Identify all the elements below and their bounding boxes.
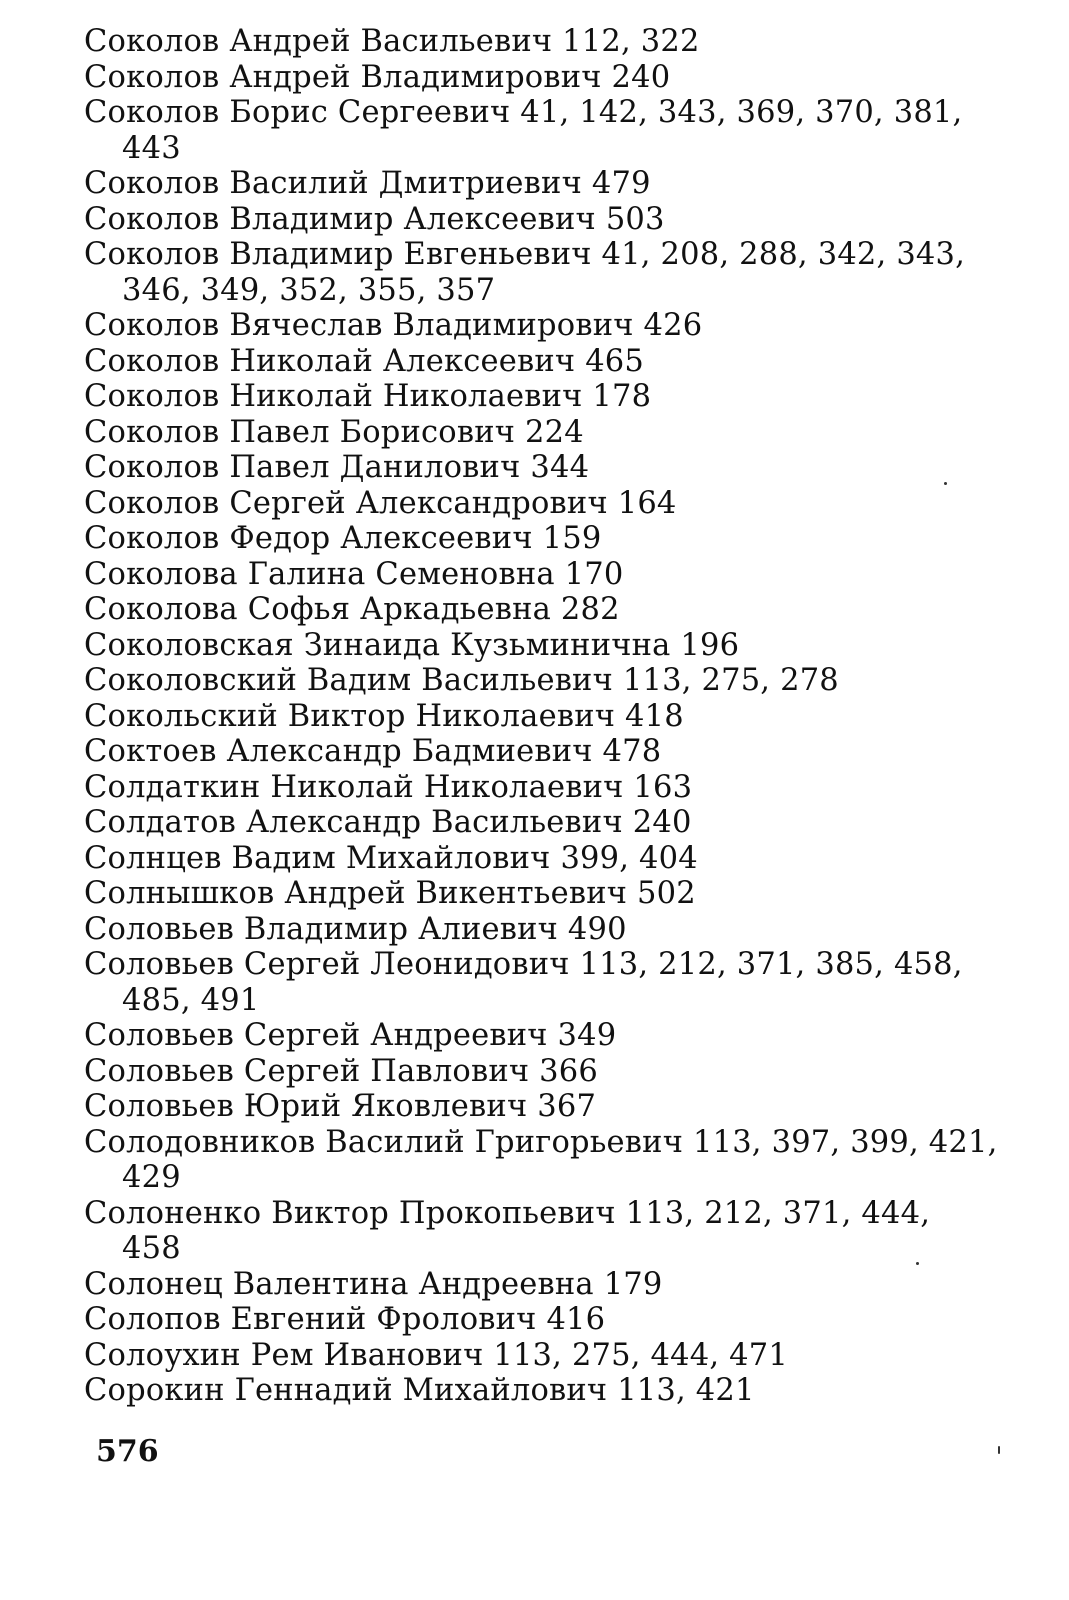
index-entry [84,60,1046,96]
entry-name: Солнцев Вадим Михайлович [84,840,551,876]
entry-name: Соколов Николай Алексеевич [84,343,576,379]
entry-name: Солнышков Андрей Викентьевич [84,876,628,911]
index-entry [84,24,1046,60]
index-entry [84,841,1046,877]
entry-pages: 465 [585,343,645,379]
scan-speck [944,482,947,485]
index-entry [84,344,1046,380]
entry-pages: 112, 322 [562,24,700,59]
entry-pages: 344 [530,450,590,485]
entry-pages: 366 [539,1053,598,1089]
entry-name: Соловьев Сергей Леонидович [84,947,570,982]
entry-name: Соколов Владимир Евгеньевич [84,237,592,272]
entry-pages: 282 [560,592,620,627]
entry-name: Соколов Андрей Владимирович [84,59,602,95]
entry-pages: 113, 212, 371, 385, 458, [579,947,963,982]
index-entry [84,308,1046,344]
scan-speck [916,1262,919,1265]
entry-name: Соловьев Сергей Павлович [84,1053,530,1089]
index-entry [84,415,1046,451]
entry-name: Соколов Павел Данилович [84,450,521,485]
entry-pages: 113, 275, 444, 471 [493,1337,788,1373]
index-entry [84,521,1046,557]
index-entry [84,486,1046,522]
entry-pages: 113, 421 [617,1373,755,1408]
index-entry [84,947,1046,1018]
entry-name: Солоухин Рем Иванович [84,1337,484,1373]
entry-pages: 399, 404 [560,840,698,876]
index-entry [84,557,1046,593]
index-entry [84,592,1046,628]
entry-name: Соколовский Вадим Васильевич [84,663,613,698]
index-entry [84,1267,1046,1303]
entry-name: Соколов Василий Дмитриевич [84,166,582,201]
index-entry [84,628,1046,664]
entry-pages: 490 [567,911,627,947]
entry-pages: 159 [542,521,602,556]
entry-name: Сорокин Геннадий Михайлович [84,1373,608,1408]
entry-pages: 367 [537,1089,597,1124]
entry-name: Соколов Федор Алексеевич [84,521,533,556]
index-entry [84,450,1046,486]
entry-name: Солопов Евгений Фролович [84,1302,537,1337]
index-entry [84,1054,1046,1090]
entry-pages-continued: 443 [122,130,181,166]
entry-pages: 224 [525,414,584,450]
entry-name: Солдаткин Николай Николаевич [84,769,624,805]
entry-name: Солонец Валентина Андреевна [84,1266,594,1302]
index-entry [84,734,1046,770]
index-entry [84,1125,1046,1196]
entry-pages: 196 [680,627,740,663]
entry-name: Соколов Борис Сергеевич [84,95,511,130]
index-entry [84,1089,1046,1125]
index-entry [84,379,1046,415]
entry-pages: 478 [602,734,662,769]
index-entry [84,1373,1046,1409]
index-entry [84,1018,1046,1054]
index-entry [84,166,1046,202]
entry-pages: 240 [611,59,671,95]
entry-pages-continued: 346, 349, 352, 355, 357 [122,272,496,308]
entry-name: Соловьев Владимир Алиевич [84,911,558,947]
entry-name: Солодовников Василий Григорьевич [84,1124,684,1160]
index-page [84,24,1046,1409]
scan-speck [998,1446,1000,1454]
entry-name: Соколов Владимир Алексеевич [84,201,596,237]
index-entry [84,876,1046,912]
entry-pages: 113, 275, 278 [622,663,839,698]
entry-pages: 113, 212, 371, 444, [625,1195,931,1231]
entry-pages: 502 [637,876,696,911]
index-entry [84,1338,1046,1374]
entry-pages: 426 [643,308,703,343]
index-entry [84,1302,1046,1338]
entry-name: Соколова Софья Аркадьевна [84,592,552,627]
index-entry [84,237,1046,308]
entry-pages: 179 [603,1266,663,1302]
entry-name: Соколовская Зинаида Кузьминична [84,627,671,663]
entry-pages: 41, 208, 288, 342, 343, [601,237,966,272]
entry-pages: 416 [546,1302,606,1337]
entry-pages: 113, 397, 399, 421, [692,1124,998,1160]
index-entry [84,770,1046,806]
entry-pages-continued: 485, 491 [122,982,260,1018]
entry-name: Соколов Николай Николаевич [84,379,583,414]
entry-name: Соколов Сергей Александрович [84,485,608,521]
entry-name: Солоненко Виктор Прокопьевич [84,1195,616,1231]
entry-name: Солдатов Александр Васильевич [84,805,623,840]
entry-name: Соктоев Александр Бадмиевич [84,734,593,769]
entry-name: Сокольский Виктор Николаевич [84,698,616,734]
entry-name: Соколов Вячеслав Владимирович [84,308,634,343]
entry-pages: 479 [591,166,651,201]
entry-name: Соколова Галина Семеновна [84,556,555,592]
entry-pages: 240 [632,805,692,840]
entry-name: Соловьев Юрий Яковлевич [84,1089,528,1124]
index-entry [84,95,1046,166]
index-entry [84,1196,1046,1267]
index-entry [84,663,1046,699]
entry-pages: 164 [617,485,677,521]
entry-pages: 418 [625,698,684,734]
entry-pages-continued: 429 [122,1160,181,1195]
index-entry [84,912,1046,948]
entry-pages: 349 [557,1018,617,1053]
entry-pages: 178 [592,379,652,414]
index-entry [84,202,1046,238]
entry-pages: 503 [605,201,665,237]
entry-pages: 41, 142, 343, 369, 370, 381, [520,95,963,130]
entry-pages-continued: 458 [122,1231,181,1266]
index-entries [84,24,1046,1409]
index-entry [84,805,1046,841]
entry-pages: 163 [633,769,693,805]
entry-name: Соколов Павел Борисович [84,414,516,450]
index-entry [84,699,1046,735]
entry-name: Соколов Андрей Васильевич [84,24,553,59]
entry-pages: 170 [564,556,624,592]
entry-name: Соловьев Сергей Андреевич [84,1018,548,1053]
page-number: 576 [96,1434,159,1469]
